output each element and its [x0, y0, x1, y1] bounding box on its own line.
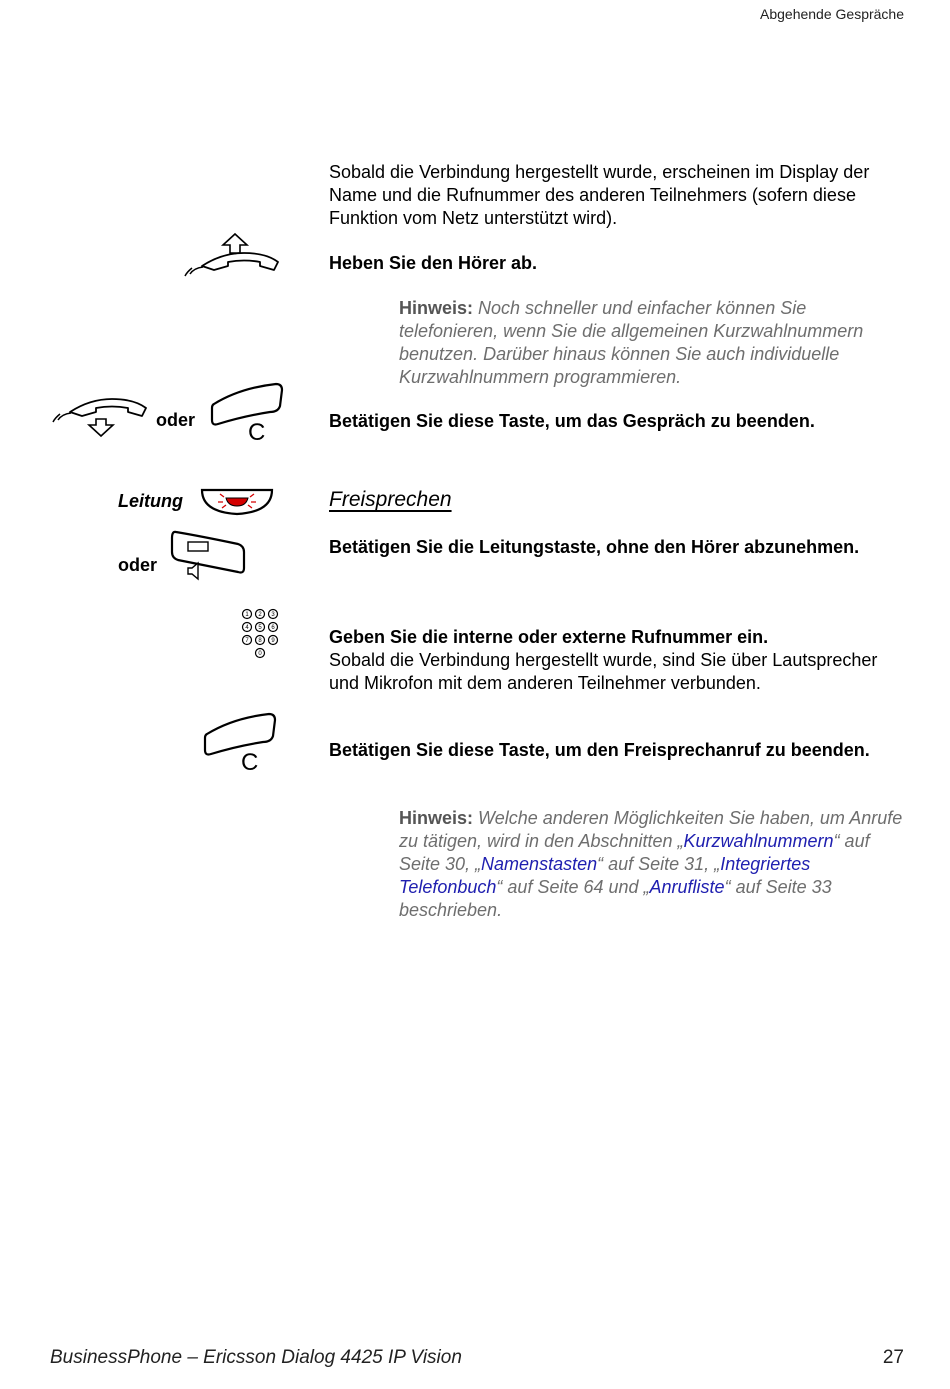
svg-text:4: 4: [245, 625, 249, 631]
note-text-2: “ auf Seite 30, „: [399, 831, 870, 874]
step-end-call: Betätigen Sie diese Taste, um das Gespräch zu beenden.: [329, 411, 815, 431]
note-label: Hinweis:: [399, 298, 474, 318]
clear-key-letter: C: [248, 419, 266, 446]
step-end-handsfree: Betätigen Sie diese Taste, um den Freisprechanruf zu beenden.: [329, 740, 870, 760]
link-anrufliste[interactable]: Anrufliste: [649, 877, 725, 897]
svg-text:6: 6: [271, 625, 275, 631]
link-kurzwahlnummern[interactable]: Kurzwahlnummern: [683, 831, 834, 851]
note-text-4: “ auf Seite 64 und: [496, 877, 644, 897]
note-text-3: “ auf Seite 31, „: [597, 854, 721, 874]
link-telefonbuch[interactable]: Integriertes Telefonbuch: [399, 854, 811, 897]
note-quote-4: „: [643, 877, 650, 897]
clear-key-letter-2: C: [241, 749, 259, 776]
svg-text:1: 1: [245, 612, 249, 618]
note-quote-1: „: [677, 831, 684, 851]
svg-text:8: 8: [258, 638, 262, 644]
handset-lift-icon: [182, 232, 282, 278]
svg-text:7: 7: [245, 638, 249, 644]
step-lift-handset: Heben Sie den Hörer ab.: [329, 253, 538, 273]
clear-key-icon-2: [203, 712, 283, 774]
clear-key-icon: [210, 382, 285, 444]
note-other-options: [399, 807, 909, 922]
handset-down-icon: [50, 398, 150, 440]
page-number: 27: [882, 1347, 904, 1368]
link-namenstasten[interactable]: Namenstasten: [481, 854, 598, 874]
intro-paragraph: Sobald die Verbindung hergestellt wurde, erscheinen im Display der Name und die Rufnummer des anderen Teilnehmers (sofern diese Funktion vom Netz unterstützt wird).: [329, 162, 870, 228]
svg-text:5: 5: [258, 625, 262, 631]
line-label: Leitung: [118, 491, 183, 511]
note-text-1: Welche anderen Möglichkeiten Sie haben, um Anrufe zu tätigen, wird in den Abschnitten: [399, 808, 903, 851]
note-text-5: “ auf Seite 33 beschrieben.: [399, 877, 832, 920]
footer-title: BusinessPhone – Ericsson Dialog 4425 IP Vision: [50, 1347, 462, 1368]
step-dial-bold: Geben Sie die interne oder externe Rufnummer ein.: [329, 627, 769, 647]
running-header: Abgehende Gespräche: [760, 6, 904, 22]
keypad-icon: [240, 608, 280, 664]
note-shortcut: [399, 297, 909, 389]
svg-text:3: 3: [271, 612, 275, 618]
speaker-key-icon: [170, 528, 250, 586]
section-title-freisprechen: Freisprechen: [329, 488, 452, 511]
svg-text:9: 9: [271, 638, 275, 644]
note-label-2: Hinweis:: [399, 808, 474, 828]
step-press-line-key: Betätigen Sie die Leitungstaste, ohne den Hörer abzunehmen.: [329, 537, 860, 557]
or-label: oder: [156, 410, 196, 430]
svg-text:2: 2: [258, 612, 262, 618]
or-label-2: oder: [118, 555, 158, 575]
svg-text:0: 0: [258, 651, 262, 657]
line-key-icon: [198, 484, 278, 518]
note-text: Noch schneller und einfacher können Sie telefonieren, wenn Sie die allgemeinen Kurzwahlnummern benutzen. Darüber hinaus können Sie auch individuelle Kurzwahlnummern programmieren.: [399, 298, 864, 387]
step-dial-text: Sobald die Verbindung hergestellt wurde, sind Sie über Lautsprecher und Mikrofon mit dem anderen Teilnehmer verbunden.: [329, 650, 878, 693]
step-dial-number: [329, 626, 909, 695]
